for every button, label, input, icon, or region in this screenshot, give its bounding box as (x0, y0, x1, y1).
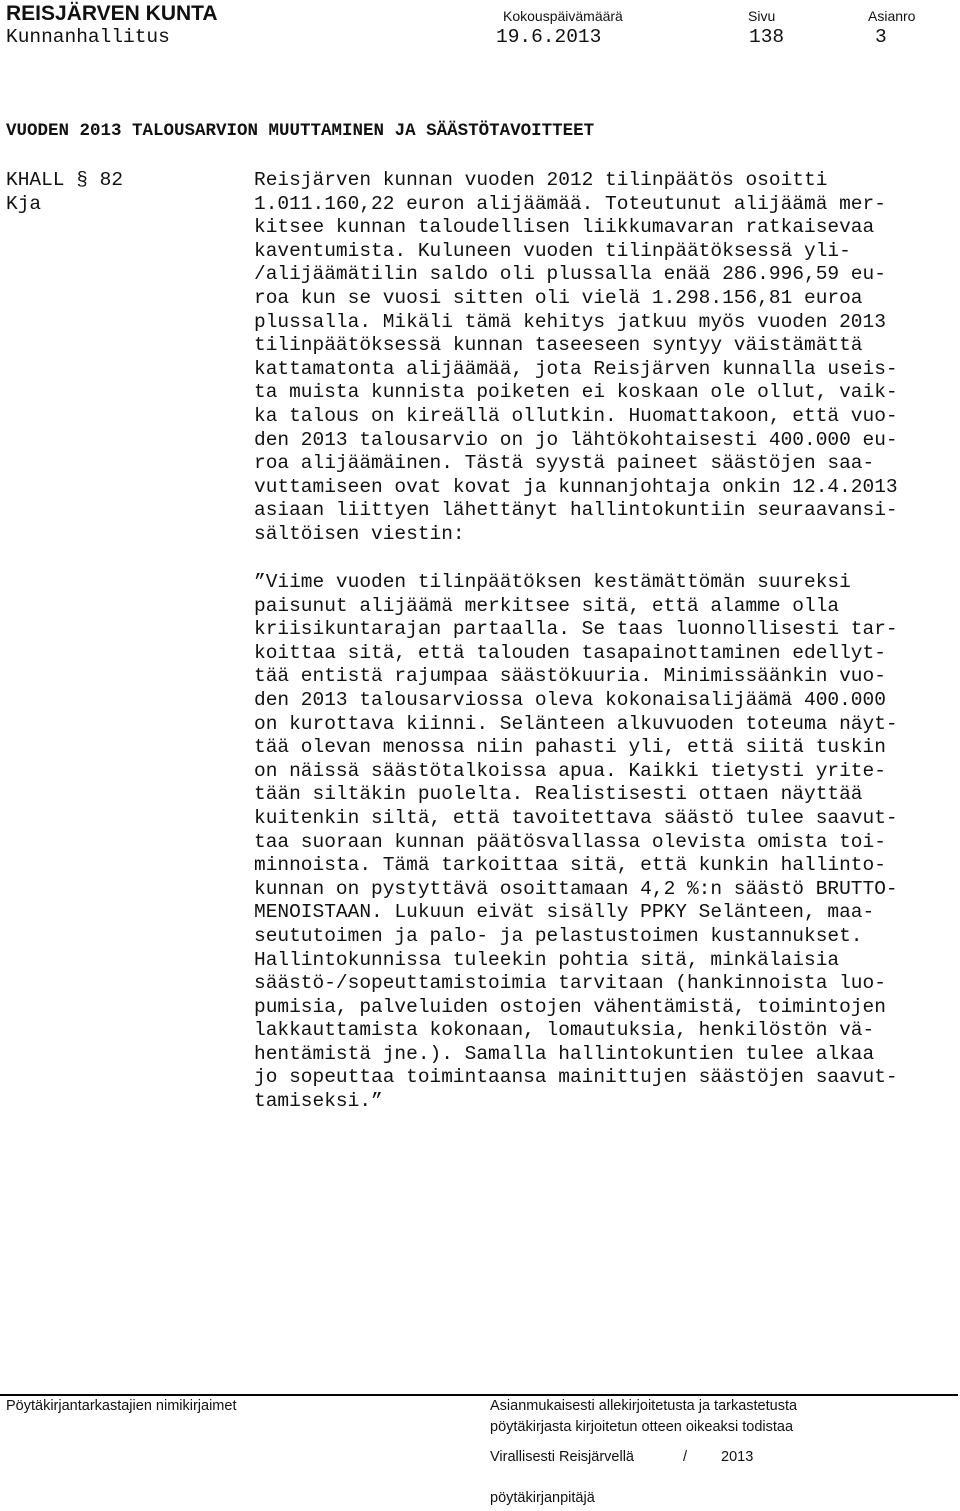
text-line: ”Viime vuoden tilinpäätöksen kestämättömän suureksi (254, 571, 851, 593)
meeting-date-label: Kokouspäivämäärä (503, 8, 623, 24)
text-line: Reisjärven kunnan vuoden 2012 tilinpäätös osoitti (254, 169, 828, 191)
document-title: VUODEN 2013 TALOUSARVION MUUTTAMINEN JA SÄÄSTÖTAVOITTEET (6, 121, 595, 141)
text-line: pumisia, palveluiden ostojen vähentämistä, toimintojen (254, 995, 886, 1018)
text-line: MENOISTAAN. Lukuun eivät sisälly PPKY Selänteen, maa- (254, 901, 875, 924)
text-line: roa kun se vuosi sitten oli vielä 1.298.156,81 euroa (254, 286, 863, 309)
text-line: minnoista. Tämä tarkoittaa sitä, että kunkin hallinto- (254, 854, 886, 877)
text-line: kattamatonta alijäämää, jota Reisjärven kunnalla useis- (254, 357, 898, 380)
date-separator: / (683, 1449, 688, 1465)
text-line: lakkauttamista kokonaan, lomautuksia, henkilöstön vä- (254, 1019, 875, 1042)
inspectors-initials-label: Pöytäkirjantarkastajien nimikirjaimet (6, 1398, 237, 1414)
item-number-label: Asianro (868, 8, 916, 24)
text-line: on näissä säästötalkoissa apua. Kaikki tietysti yrite- (254, 759, 886, 782)
text-line: ka talous on kireällä ollutkin. Huomattakoon, että vuo- (254, 404, 898, 427)
certification-text-line-1: Asianmukaisesti allekirjoitetusta ja tarkastetusta (490, 1398, 798, 1414)
text-line: jo sopeuttaa toimintaansa mainittujen säästöjen saavut- (254, 1066, 898, 1089)
paragraph-quoted-message (254, 571, 946, 1114)
text-line: hentämistä jne.). Samalla hallintokuntien tulee alkaa (254, 1042, 875, 1065)
footer-divider (0, 1394, 958, 1396)
text-line: säästö-/sopeuttamistoimia tarvitaan (hankinnoista luo- (254, 972, 886, 995)
certification-place: Virallisesti Reisjärvellä (490, 1449, 634, 1465)
text-line: den 2013 talousarvio on jo lähtökohtaisesti 400.000 eu- (254, 428, 898, 451)
secretary-signature-label: pöytäkirjanpitäjä (490, 1490, 595, 1506)
text-line: plussalla. Mikäli tämä kehitys jatkuu myös vuoden 2013 (254, 310, 886, 333)
text-line: tilinpäätöksessä kunnan taseeseen syntyy väistämättä (254, 334, 863, 357)
page-number: 138 (749, 26, 785, 48)
meeting-date: 19.6.2013 (496, 26, 602, 48)
text-line: kitsee kunnan taloudellisen liikkumavaran ratkaisevaa (254, 216, 875, 239)
preparer: Kja (6, 192, 42, 215)
text-line: den 2013 talousarviossa oleva kokonaisalijäämä 400.000 (254, 688, 886, 711)
text-line: seututoimen ja palo- ja pelastustoimen kustannukset. (254, 924, 863, 947)
text-line: Hallintokunnissa tuleekin pohtia sitä, minkälaisia (254, 948, 840, 971)
item-number: 3 (875, 26, 887, 48)
certification-year: 2013 (721, 1449, 754, 1465)
text-line: paisunut alijäämä merkitsee sitä, että alamme olla (254, 594, 840, 617)
text-line: taa suoraan kunnan päätösvallassa olevista omista toi- (254, 830, 886, 853)
certification-text-line-2: pöytäkirjasta kirjoitetun otteen oikeaksi todistaa (490, 1419, 794, 1435)
text-line: koittaa sitä, että talouden tasapainottaminen edellyt- (254, 641, 886, 664)
paragraph-intro (254, 169, 946, 547)
text-line: kunnan on pystyttävä osoittamaan 4,2 %:n säästö BRUTTO- (254, 877, 898, 900)
page-number-label: Sivu (748, 8, 776, 24)
text-line: on kurottava kiinni. Selänteen alkuvuoden toteuma näyt- (254, 712, 898, 735)
text-line: tään siltäkin puolelta. Realistisesti ottaen näyttää (254, 783, 863, 806)
text-line: asiaan liittyen lähettänyt hallintokuntiin seuraavansi- (254, 499, 898, 522)
text-line: tää entistä rajumpaa säästökuuria. Minimissäänkin vuo- (254, 665, 886, 688)
text-line: vuttamiseen ovat kovat ja kunnanjohtaja onkin 12.4.2013 (254, 475, 898, 498)
text-line: tää olevan menossa niin pahasti yli, että siitä tuskin (254, 736, 886, 759)
text-line: sältöisen viestin: (254, 522, 465, 545)
text-line: /alijäämätilin saldo oli plussalla enää 286.996,59 eu- (254, 263, 886, 286)
meeting-body: Kunnanhallitus (6, 26, 170, 48)
text-line: kuitenkin siltä, että tavoitettava säästö tulee saavut- (254, 806, 898, 829)
section-reference: KHALL § 82 (6, 169, 124, 191)
organization-name: REISJÄRVEN KUNTA (6, 2, 218, 25)
text-line: tamiseksi.” (254, 1090, 383, 1113)
text-line: roa alijäämäinen. Tästä syystä paineet säästöjen saa- (254, 452, 875, 475)
text-line: ta muista kunnista poiketen ei koskaan ole ollut, vaik- (254, 381, 898, 404)
left-column (6, 169, 123, 216)
text-line: kaventumista. Kuluneen vuoden tilinpäätöksessä yli- (254, 239, 851, 262)
text-line: 1.011.160,22 euron alijäämää. Toteutunut alijäämä mer- (254, 192, 886, 215)
text-line: kriisikuntarajan partaalla. Se taas luonnollisesti tar- (254, 618, 898, 641)
